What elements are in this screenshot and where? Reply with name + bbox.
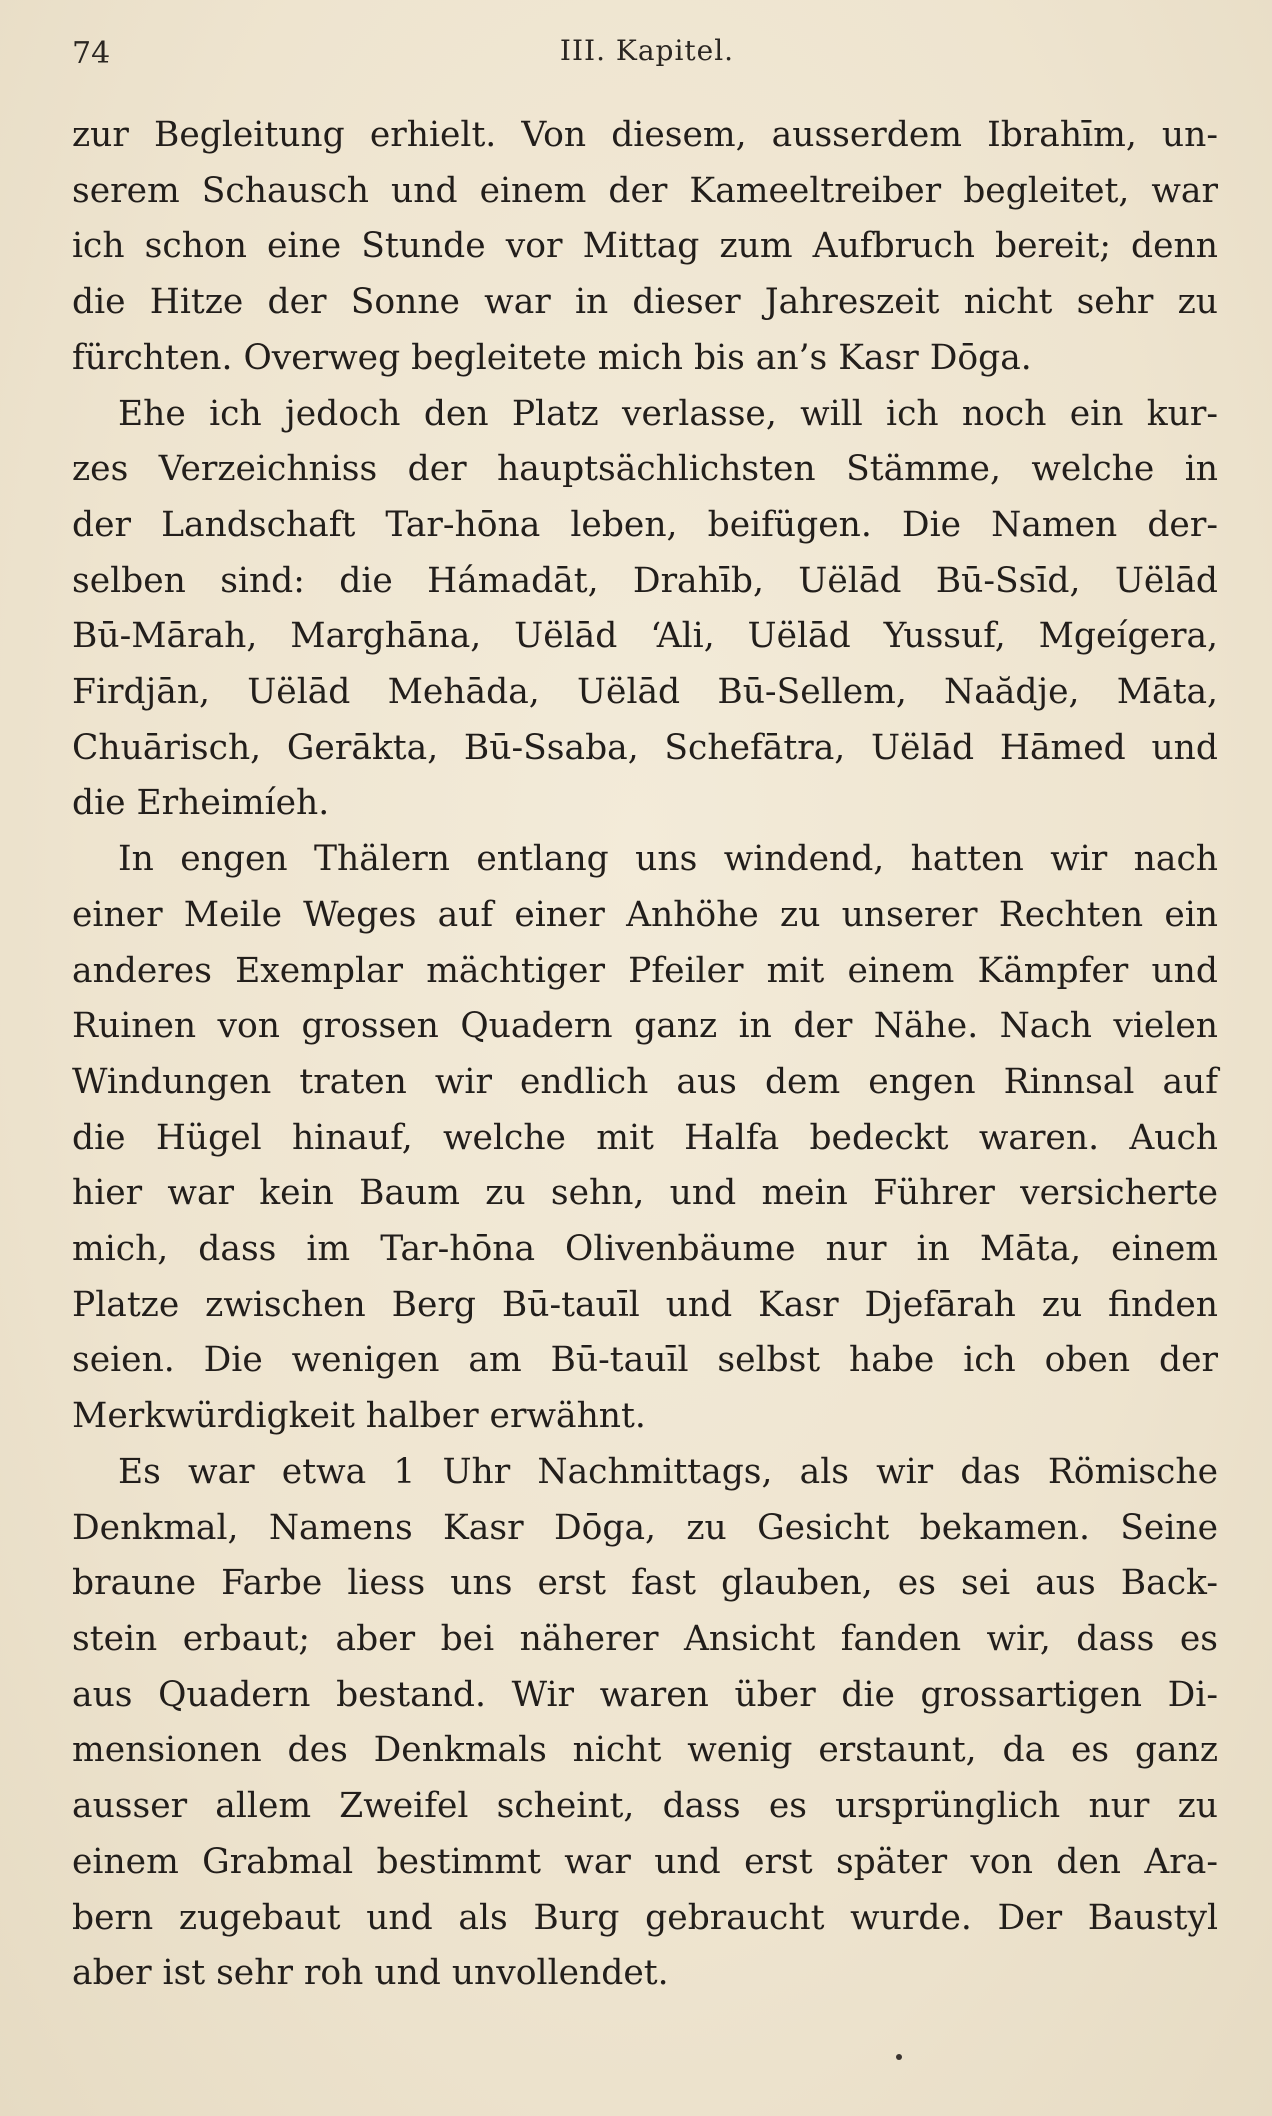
text-line: selben sind: die Hámadāt, Drahīb, Uëlād Bū-Ssīd, Uëlād <box>72 560 1218 601</box>
text-line: einer Meile Weges auf einer Anhöhe zu unserer Rechten ein <box>72 894 1218 935</box>
page-header <box>72 30 1222 80</box>
text-line: Windungen traten wir endlich aus dem engen Rinnsal auf <box>72 1061 1218 1102</box>
text-line: zes Verzeichniss der hauptsächlichsten Stämme, welche in <box>72 449 1218 490</box>
text-line: In engen Thälern entlang uns windend, hatten wir nach <box>118 839 1218 880</box>
text-line: stein erbaut; aber bei näherer Ansicht fanden wir, dass es <box>72 1618 1218 1659</box>
text-line: Denkmal, Namens Kasr Dōga, zu Gesicht bekamen. Seine <box>72 1507 1218 1548</box>
text-line: Chuārisch, Gerākta, Bū-Ssaba, Schefātra, Uëlād Hāmed und <box>72 727 1218 768</box>
text-line: aber ist sehr roh und unvollendet. <box>72 1953 669 1994</box>
text-line: fürchten. Overweg begleitete mich bis an’s Kasr Dōga. <box>72 337 1032 378</box>
text-line: bern zugebaut und als Burg gebraucht wurde. Der Baustyl <box>72 1897 1218 1938</box>
text-line: anderes Exemplar mächtiger Pfeiler mit einem Kämpfer und <box>72 950 1218 991</box>
text-line: Ruinen von grossen Quadern ganz in der Nähe. Nach vielen <box>72 1006 1218 1047</box>
text-line: Es war etwa 1 Uhr Nachmittags, als wir das Römische <box>118 1451 1218 1492</box>
text-line: mich, dass im Tar-hōna Olivenbäume nur in Māta, einem <box>72 1229 1218 1270</box>
text-line: die Hügel hinauf, welche mit Halfa bedeckt waren. Auch <box>72 1117 1218 1158</box>
text-line: einem Grabmal bestimmt war und erst später von den Ara- <box>72 1841 1218 1882</box>
text-line: Ehe ich jedoch den Platz verlasse, will ich noch ein kur- <box>118 393 1218 434</box>
text-line: Firdjān, Uëlād Mehāda, Uëlād Bū-Sellem, Naădje, Māta, <box>72 672 1218 713</box>
text-line: aus Quadern bestand. Wir waren über die grossartigen Di- <box>72 1674 1218 1715</box>
page-number: 74 <box>72 36 111 71</box>
text-line: die Erheimíeh. <box>72 783 330 824</box>
text-line: mensionen des Denkmals nicht wenig erstaunt, da es ganz <box>72 1730 1218 1771</box>
text-line: die Hitze der Sonne war in dieser Jahreszeit nicht sehr zu <box>72 282 1218 323</box>
text-line: zur Begleitung erhielt. Von diesem, ausserdem Ibrahīm, un- <box>72 115 1218 155</box>
print-speck <box>896 2054 902 2060</box>
text-line: serem Schausch und einem der Kameeltreiber begleitet, war <box>72 170 1218 211</box>
text-line: Merkwürdigkeit halber erwähnt. <box>72 1396 646 1437</box>
running-head: III. Kapitel. <box>559 34 735 67</box>
text-line: hier war kein Baum zu sehn, und mein Führer versicherte <box>72 1173 1218 1214</box>
text-line: Bū-Mārah, Marghāna, Uëlād ‘Ali, Uëlād Yussuf, Mgeígera, <box>72 616 1218 657</box>
text-line: der Landschaft Tar-hōna leben, beifügen. Die Namen der- <box>72 504 1218 545</box>
text-line: seien. Die wenigen am Bū-tauīl selbst habe ich oben der <box>72 1340 1218 1381</box>
text-line: braune Farbe liess uns erst fast glauben, es sei aus Back- <box>72 1563 1218 1604</box>
text-line: ausser allem Zweifel scheint, dass es ursprünglich nur zu <box>72 1786 1218 1827</box>
body-text <box>72 108 1218 2002</box>
text-line: ich schon eine Stunde vor Mittag zum Aufbruch bereit; denn <box>72 226 1218 267</box>
text-line: Platze zwischen Berg Bū-tauīl und Kasr Djefārah zu finden <box>72 1284 1218 1325</box>
